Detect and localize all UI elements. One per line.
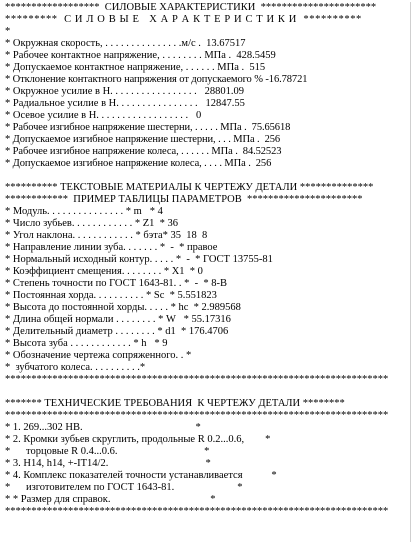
param-gear-allowable-bending: * Допускаемое изгибное напряжение колеса, . . . . МПа . 256 [5, 158, 272, 169]
table-row-chord-height: * Высота до постоянной хорды. . . . . * hc * 2.989568 [5, 302, 241, 313]
table-row-shift-coefficient: * Коэффициент смещения. . . . . . . . * X1 * 0 [5, 266, 203, 277]
section-header-tech-requirements: ******* ТЕХНИЧЕСКИЕ ТРЕБОВАНИЯ К ЧЕРТЕЖУ ДЕТАЛИ ******** [5, 398, 345, 409]
table-row-mating-drawing: * Обозначение чертежа сопряженного. . * [5, 350, 192, 361]
blank-line [5, 170, 410, 182]
table-row-common-normal: * Длина общей нормали . . . . . . . . * W * 55.17316 [5, 314, 231, 325]
section-header-forces-1: ****************** СИЛОВЫЕ ХАРАКТЕРИСТИКИ ********************** [5, 2, 377, 13]
section-header-text-materials: ********** ТЕКСТОВЫЕ МАТЕРИАЛЫ К ЧЕРТЕЖУ ДЕТАЛИ ************** [5, 182, 374, 193]
param-axial-force: * Осевое усилие в Н. . . . . . . . . . . . . . . . . . 0 [5, 110, 202, 121]
table-row-basic-rack: * Нормальный исходный контур. . . . . * - * ГОСТ 13755-81 [5, 254, 273, 265]
param-contact-stress-deviation: * Отклонение контактного напряжения от допускаемого % -16.78721 [5, 74, 308, 85]
param-radial-force: * Радиальное усилие в Н. . . . . . . . . . . . . . . . 12847.55 [5, 98, 245, 109]
document-text-view [5, 2, 411, 542]
param-circumferential-force: * Окружное усилие в Н. . . . . . . . . . . . . . . . . 28801.09 [5, 86, 245, 97]
table-row-accuracy-grade: * Степень точности по ГОСТ 1643-81. . * - * 8-В [5, 278, 228, 289]
param-pinion-allowable-bending: * Допускаемое изгибное напряжение шестерни, . . . МПа . 256 [5, 134, 281, 145]
param-contact-stress: * Рабочее контактное напряжение, . . . . . . . . МПа . 428.5459 [5, 50, 276, 61]
table-row-mating-gear: * зубчатого колеса. . . . . . . . . .* [5, 362, 146, 373]
blank-line [5, 530, 410, 542]
table-row-pitch-diameter: * Делительный диаметр . . . . . . . . * d1 * 176.4706 [5, 326, 229, 337]
separator-line: ************************************************************************* [5, 374, 389, 385]
blank-line [5, 518, 410, 530]
table-row-tooth-direction: * Направление линии зуба. . . . . . . * - * правое [5, 242, 218, 253]
requirement-hardness: * 1. 269...302 HB. * [5, 422, 201, 433]
section-header-forces-2: ********* С И Л О В Ы Е Х А Р А К Т Е Р И С Т И К И ********** [5, 14, 362, 25]
requirement-reference-size: * * Размер для справок. * [5, 494, 216, 505]
table-row-teeth-count: * Число зубьев. . . . . . . . . . . . * Z1 * 36 [5, 218, 179, 229]
requirement-tolerances: * 3. H14, h14, +-IT14/2. * [5, 458, 211, 469]
requirement-accuracy: * 4. Комплекс показателей точности устанавливается * [5, 470, 277, 481]
blank-line [5, 386, 410, 398]
param-gear-bending-stress: * Рабочее изгибное напряжение колеса, . . . . . . МПа . 84.52523 [5, 146, 282, 157]
table-row-module: * Модуль. . . . . . . . . . . . . . . * m * 4 [5, 206, 163, 217]
table-row-constant-chord: * Постоянная хорда. . . . . . . . . . * Sc * 5.551823 [5, 290, 217, 301]
param-pinion-bending-stress: * Рабочее изгибное напряжение шестерни, . . . . . МПа . 75.65618 [5, 122, 291, 133]
requirement-edge-rounding-cont: * торцовые R 0.4...0.6. * [5, 446, 210, 457]
requirement-edge-rounding: * 2. Кромки зубьев скруглить, продольные R 0.2...0.6, * [5, 434, 271, 445]
separator-line: ************************************************************************* [5, 506, 389, 517]
table-row-tooth-height: * Высота зуба . . . . . . . . . . . . * h * 9 [5, 338, 168, 349]
requirement-accuracy-cont: * изготовителем по ГОСТ 1643-81. * [5, 482, 243, 493]
text-line: * [5, 26, 11, 37]
param-allowable-contact-stress: * Допускаемое контактное напряжение, . . . . . . МПа . 515 [5, 62, 266, 73]
separator-line: ************************************************************************* [5, 410, 389, 421]
param-circumferential-speed: * Окружная скорость, . . . . . . . . . . . . . . .м/с . 13.67517 [5, 38, 246, 49]
section-header-param-table: ************ ПРИМЕР ТАБЛИЦЫ ПАРАМЕТРОВ ********************** [5, 194, 363, 205]
table-row-helix-angle: * Угол наклона. . . . . . . . . . . . * бэта* 35 18 8 [5, 230, 208, 241]
